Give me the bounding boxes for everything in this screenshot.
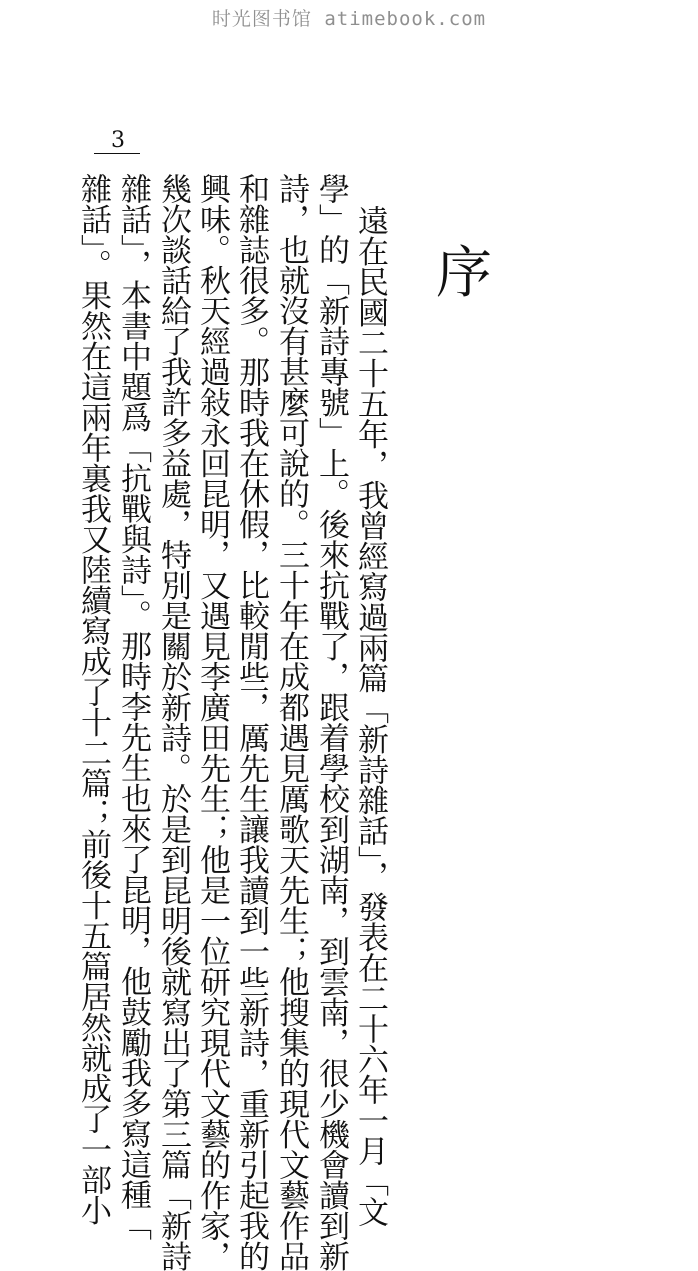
- chapter-title: 序: [436, 241, 492, 306]
- text-column-6: 幾次談話給了我許多益處，特別是關於新詩。於是到昆明後就寫出了第三篇「新詩: [155, 173, 191, 1271]
- text-column-5: 興味。秋天經過敍永回昆明，又遇見李廣田先生；他是一位研究現代文藝的作家，: [194, 173, 230, 1271]
- page-number: 3: [111, 128, 125, 153]
- text-column-1: 遠在民國二十五年，我曾經寫過兩篇「新詩雜話」，發表在二十六年一月「文: [352, 205, 388, 1227]
- page-number-rule: [94, 153, 140, 154]
- text-column-8: 雜話」。果然在這兩年裏我又陸續寫成了十二篇；前後十五篇居然就成了一部小: [75, 173, 111, 1225]
- text-column-2: 學」的「新詩專號」上。後來抗戰了，跟着學校到湖南，到雲南，很少機會讀到新: [313, 173, 349, 1271]
- text-column-7: 雜話」，本書中題爲「抗戰與詩」。那時李先生也來了昆明，他鼓勵我多寫這種「: [115, 173, 151, 1240]
- watermark: 时光图书馆 atimebook.com: [211, 8, 487, 30]
- text-column-4: 和雜誌很多。那時我在休假，比較閒些，厲先生讓我讀到一些新詩，重新引起我的: [233, 173, 269, 1271]
- text-column-3: 詩，也就沒有甚麼可說的。三十年在成都遇見厲歌天先生；他搜集的現代文藝作品: [273, 173, 309, 1271]
